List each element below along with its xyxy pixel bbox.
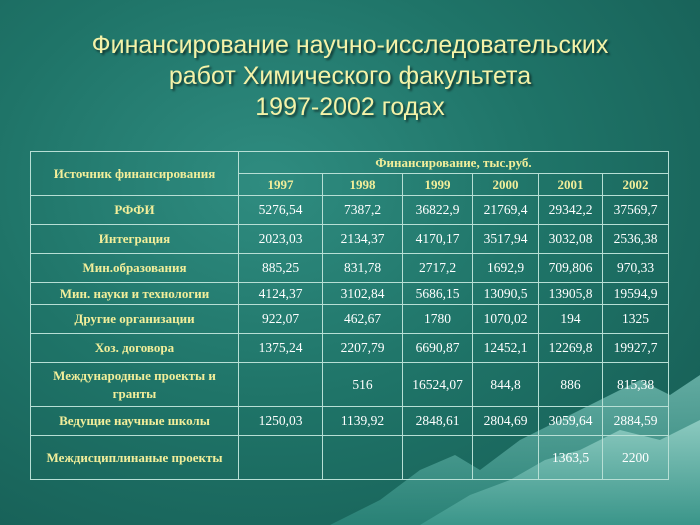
cell-value: 885,25 [239,254,323,283]
cell-value: 844,8 [473,363,539,407]
cell-value: 7387,2 [323,196,403,225]
cell-value: 6690,87 [403,334,473,363]
slide-title [0,30,700,123]
cell-value: 29342,2 [539,196,603,225]
row-source: РФФИ [31,196,239,225]
table-row [31,305,669,334]
cell-value: 5686,15 [403,283,473,305]
cell-value: 2884,59 [603,407,669,436]
cell-value: 2207,79 [323,334,403,363]
row-source: Хоз. договора [31,334,239,363]
cell-value: 709,806 [539,254,603,283]
cell-value: 37569,7 [603,196,669,225]
header-source: Источник финансирования [31,152,239,196]
cell-value: 12269,8 [539,334,603,363]
cell-value [239,436,323,480]
header-year: 2001 [539,174,603,196]
table-row [31,283,669,305]
cell-value: 922,07 [239,305,323,334]
cell-value: 3102,84 [323,283,403,305]
row-source: Мин. науки и технологии [31,283,239,305]
cell-value: 1070,02 [473,305,539,334]
cell-value: 831,78 [323,254,403,283]
cell-value: 13905,8 [539,283,603,305]
cell-value: 3517,94 [473,225,539,254]
cell-value: 5276,54 [239,196,323,225]
header-year: 2002 [603,174,669,196]
table-row [31,225,669,254]
cell-value: 815,38 [603,363,669,407]
cell-value: 1780 [403,305,473,334]
cell-value: 3059,64 [539,407,603,436]
cell-value: 2717,2 [403,254,473,283]
cell-value: 2848,61 [403,407,473,436]
row-source: Мин.образования [31,254,239,283]
cell-value: 1375,24 [239,334,323,363]
cell-value: 12452,1 [473,334,539,363]
row-source: Интеграция [31,225,239,254]
title-line-1: Финансирование научно-исследовательских [91,31,609,59]
cell-value: 1692,9 [473,254,539,283]
header-year: 1999 [403,174,473,196]
cell-value: 2804,69 [473,407,539,436]
table-row [31,407,669,436]
cell-value: 2536,38 [603,225,669,254]
cell-value: 13090,5 [473,283,539,305]
cell-value: 16524,07 [403,363,473,407]
cell-value: 1325 [603,305,669,334]
cell-value [403,436,473,480]
cell-value: 3032,08 [539,225,603,254]
cell-value: 516 [323,363,403,407]
cell-value: 194 [539,305,603,334]
row-source: Международные проекты и гранты [31,363,239,407]
cell-value: 1363,5 [539,436,603,480]
title-line-2: работ Химического факультета [168,62,532,90]
cell-value: 2134,37 [323,225,403,254]
header-year: 2000 [473,174,539,196]
cell-value [323,436,403,480]
cell-value [473,436,539,480]
row-source: Ведущие научные школы [31,407,239,436]
cell-value: 21769,4 [473,196,539,225]
table-row [31,334,669,363]
cell-value: 2023,03 [239,225,323,254]
header-year: 1998 [323,174,403,196]
row-source: Междисциплинаные проекты [31,436,239,480]
cell-value: 970,33 [603,254,669,283]
cell-value: 1250,03 [239,407,323,436]
row-source: Другие организации [31,305,239,334]
table-row [31,363,669,407]
title-line-3: 1997-2002 годах [255,93,445,121]
table-row [31,196,669,225]
header-year: 1997 [239,174,323,196]
table-row [31,436,669,480]
table-row [31,254,669,283]
cell-value: 19594,9 [603,283,669,305]
cell-value: 4124,37 [239,283,323,305]
funding-table [30,151,669,480]
cell-value: 886 [539,363,603,407]
cell-value: 2200 [603,436,669,480]
header-funding: Финансирование, тыс.руб. [239,152,669,174]
cell-value [239,363,323,407]
cell-value: 1139,92 [323,407,403,436]
cell-value: 19927,7 [603,334,669,363]
cell-value: 4170,17 [403,225,473,254]
cell-value: 36822,9 [403,196,473,225]
cell-value: 462,67 [323,305,403,334]
